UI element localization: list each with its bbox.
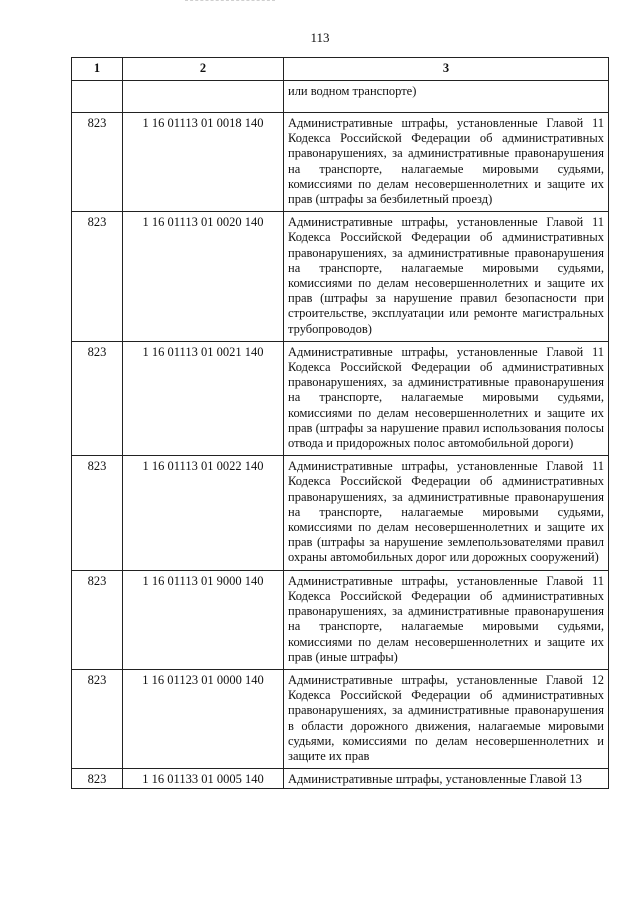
- budget-code-cell: 1 16 01133 01 0005 140: [123, 769, 284, 789]
- budget-code-cell: 1 16 01123 01 0000 140: [123, 669, 284, 768]
- budget-code-cell: 1 16 01113 01 0021 140: [123, 341, 284, 455]
- admin-code-cell: [72, 81, 123, 113]
- scan-artifact: [185, 0, 275, 3]
- admin-code-cell: 823: [72, 570, 123, 669]
- table-row: [72, 769, 609, 789]
- description-cell: Административные штрафы, установленные Главой 12 Кодекса Российской Федерации об административных правонарушениях, за административные правонарушения в области дорожного движения, налагаемые мировыми судьями, комиссиями по делам несовершеннолетних и защите их прав: [284, 669, 609, 768]
- budget-codes-table: [71, 57, 609, 789]
- admin-code-cell: 823: [72, 113, 123, 212]
- table-row: [72, 669, 609, 768]
- description-cell: Административные штрафы, установленные Главой 11 Кодекса Российской Федерации об административных правонарушениях, за административные правонарушения на транспорте, налагаемые мировыми судьями, комиссиями по делам несовершеннолетних и защите их прав (иные штрафы): [284, 570, 609, 669]
- description-cell: Административные штрафы, установленные Главой 11 Кодекса Российской Федерации об административных правонарушениях, за административные правонарушения на транспорте, налагаемые мировыми судьями, комиссиями по делам несовершеннолетних и защите их прав (штрафы за нарушение правил безопасности при строительстве, эксплуатации или ремонте магистральных трубопроводов): [284, 212, 609, 342]
- admin-code-cell: 823: [72, 669, 123, 768]
- table-row: [72, 113, 609, 212]
- description-cell: или водном транспорте): [284, 81, 609, 113]
- budget-code-cell: 1 16 01113 01 0020 140: [123, 212, 284, 342]
- table-header-row: [72, 58, 609, 81]
- admin-code-cell: 823: [72, 456, 123, 570]
- admin-code-cell: 823: [72, 769, 123, 789]
- budget-code-cell: 1 16 01113 01 0022 140: [123, 456, 284, 570]
- admin-code-cell: 823: [72, 341, 123, 455]
- admin-code-cell: 823: [72, 212, 123, 342]
- page-number: 113: [310, 30, 330, 45]
- budget-code-cell: 1 16 01113 01 0018 140: [123, 113, 284, 212]
- description-cell: Административные штрафы, установленные Главой 11 Кодекса Российской Федерации об административных правонарушениях, за административные правонарушения на транспорте, налагаемые мировыми судьями, комиссиями по делам несовершеннолетних и защите их прав (штрафы за безбилетный проезд): [284, 113, 609, 212]
- budget-code-cell: [123, 81, 284, 113]
- table-row: [72, 212, 609, 342]
- table-row: [72, 341, 609, 455]
- header-col-2: 2: [123, 58, 284, 81]
- header-col-1: 1: [72, 58, 123, 81]
- description-cell: Административные штрафы, установленные Главой 11 Кодекса Российской Федерации об административных правонарушениях, за административные правонарушения на транспорте, налагаемые мировыми судьями, комиссиями по делам несовершеннолетних и защите их прав (штрафы за нарушение землепользователями правил охраны автомобильных дорог или дорожных сооружений): [284, 456, 609, 570]
- table-row: [72, 570, 609, 669]
- table-row: [72, 81, 609, 113]
- header-col-3: 3: [284, 58, 609, 81]
- table-row: [72, 456, 609, 570]
- budget-code-cell: 1 16 01113 01 9000 140: [123, 570, 284, 669]
- description-cell: Административные штрафы, установленные Главой 13: [284, 769, 609, 789]
- description-cell: Административные штрафы, установленные Главой 11 Кодекса Российской Федерации об административных правонарушениях, за административные правонарушения на транспорте, налагаемые мировыми судьями, комиссиями по делам несовершеннолетних и защите их прав (штрафы за нарушение правил использования полосы отвода и придорожных полос автомобильной дороги): [284, 341, 609, 455]
